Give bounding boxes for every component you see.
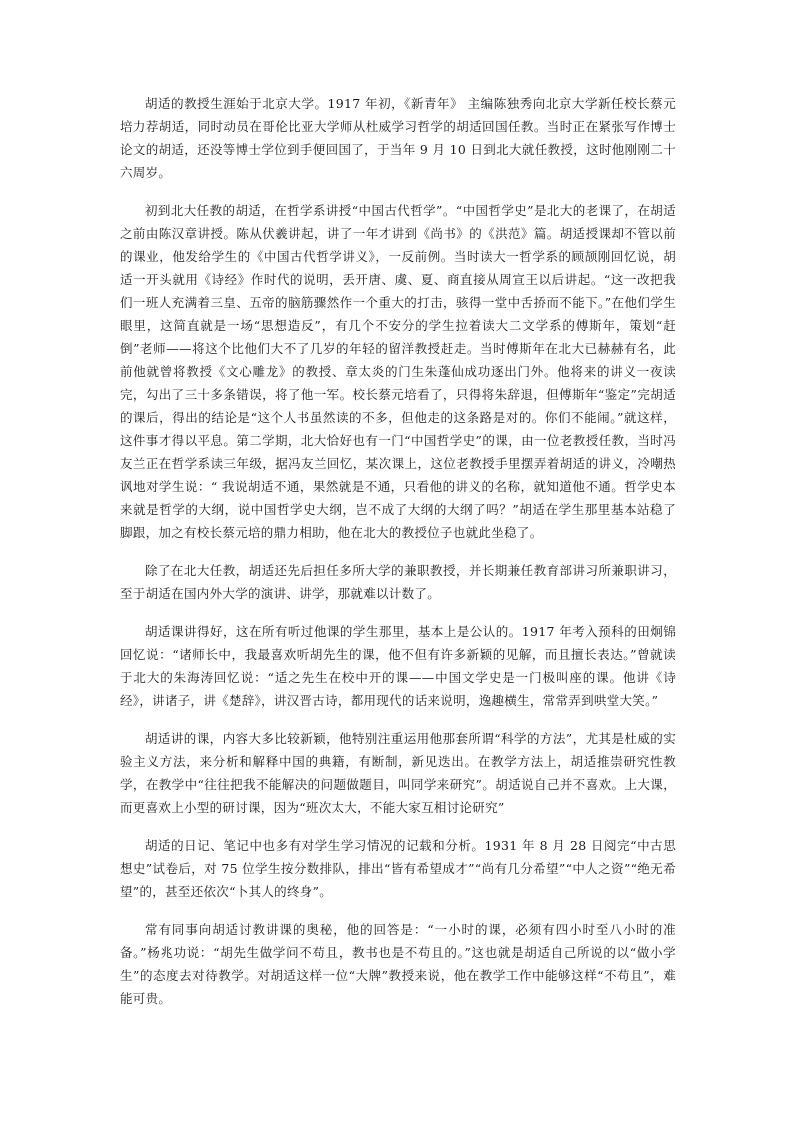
paragraph-1: 胡适的教授生涯始于北京大学。1917 年初，《新青年》 主编陈独秀向北京大学新任校长蔡元培力荐胡适，同时动员在哥伦比亚大学师从杜威学习哲学的胡适回国任教。当时正在紧张写作博士论文的胡适，还没等博士学位到手便回国了，于当年 9 月 10 日到北大就任教授，这时他刚刚二十六周岁。 — [120, 96, 676, 180]
paragraph-3: 除了在北大任教，胡适还先后担任多所大学的兼职教授，并长期兼任教育部讲习所兼职讲习，至于胡适在国内外大学的演讲、讲学，那就难以计数了。 — [120, 563, 676, 601]
paragraph-6: 胡适的日记、笔记中也多有对学生学习情况的记载和分析。1931 年 8 月 28 日阅完“中古思想史”试卷后，对 75 位学生按分数排队，排出“皆有希望成才”“尚有几分希望”“中人之资”“绝无希望”的，甚至还依次“卜其人的终身”。 — [120, 838, 676, 899]
paragraph-5: 胡适讲的课，内容大多比较新颖，他特别注重运用他那套所谓“科学的方法”，尤其是杜威的实验主义方法，来分析和解释中国的典籍，有断制，新见迭出。在教学方法上，胡适推崇研究性教学，在教学中“往往把我不能解决的问题做题目，叫同学来研究”。胡适说自己并不喜欢。上大课，而更喜欢上小型的研讨课，因为“班次太大，不能大家互相讨论研究” — [120, 731, 676, 815]
paragraph-7: 常有同事向胡适讨教讲课的奥秘，他的回答是：“一小时的课，必须有四小时至八小时的准备。”杨兆功说：“胡先生做学问不苟且，教书也是不苟且的。”这也就是胡适自己所说的以“做小学生”的态度去对待教学。对胡适这样一位“大牌”教授来说，他在教学工作中能够这样“不苟且”，难能可贵。 — [120, 922, 677, 1006]
paragraph-4: 胡适课讲得好，这在所有听过他课的学生那里，基本上是公认的。1917 年考入预科的田炯锦回忆说：“诸师长中，我最喜欢听胡先生的课，他不但有许多新颖的见解，而且擅长表达。”曾就读于北大的朱海涛回忆说：“适之先生在校中开的课——中国文学史是一门极叫座的课。他讲《诗经》，讲诸子，讲《楚辞》，讲汉晋古诗，都用现代的话来说明，逸趣横生，常常弄到哄堂大笑。” — [120, 624, 676, 708]
paragraph-2: 初到北大任教的胡适，在哲学系讲授“中国古代哲学”。“中国哲学史”是北大的老课了，在胡适之前由陈汉章讲授。陈从伏羲讲起，讲了一年才讲到《尚书》的《洪范》篇。胡适授课却不管以前的课业，他发给学生的《中国古代哲学讲义》，一反前例。当时读大一哲学系的顾颉刚回忆说，胡适一开头就用《诗经》作时代的说明，丢开唐、虞、夏、商直接从周宣王以后讲起。“这一改把我们一班人充满着三皇、五帝的脑筋骤然作一个重大的打击，骇得一堂中舌挢而不能下。”在他们学生眼里，这简直就是一场“思想造反”，有几个不安分的学生拉着读大二文学系的傅斯年，策划“赶倒”老师——将这个比他们大不了几岁的年轻的留洋教授赶走。当时傅斯年在北大已赫赫有名，此前他就曾将教授《文心雕龙》的教授、章太炎的门生朱蓬仙成功逐出门外。他将来的讲义一夜读完，勾出了三十多条错误，将了他一军。校长蔡元培看了，只得将朱辞退，但傅斯年“鉴定”完胡适的课后，得出的结论是“这个人书虽然读的不多，但他走的这条路是对的。你们不能闹。”就这样，这件事才得以平息。第二学期，北大恰好也有一门“中国哲学史”的课，由一位老教授任教，当时冯友兰正在哲学系读三年级，据冯友兰回忆，某次课上，这位老教授手里摆弄着胡适的讲义，冷嘲热讽地对学生说：“ 我说胡适不通，果然就是不通，只看他的讲义的名称，就知道他不通。哲学史本来就是哲学的大纲，说中国哲学史大纲，岂不成了大纲的大纲了吗？”胡适在学生那里基本站稳了脚跟，加之有校长蔡元培的鼎力相助，他在北大的教授位子也就此坐稳了。 — [120, 203, 676, 540]
article-body — [120, 92, 676, 1025]
